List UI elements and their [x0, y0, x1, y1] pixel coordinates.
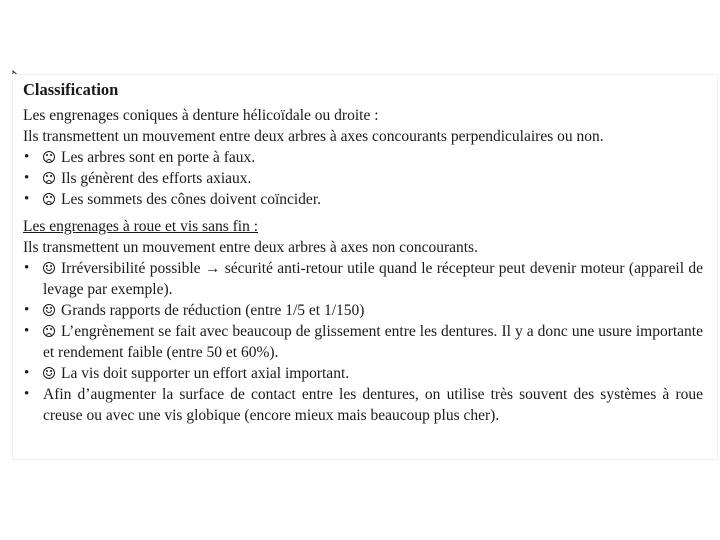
sad-face-icon: [43, 151, 55, 163]
section2-list: [23, 258, 703, 426]
sad-face-icon: [43, 325, 55, 337]
list-item: • Ils génèrent des efforts axiaux.: [43, 168, 703, 189]
list-item: • Grands rapports de réduction (entre 1/5 et 1/150): [43, 300, 703, 321]
sad-face-icon: [43, 193, 55, 205]
section1-heading: Les engrenages coniques à denture hélicoïdale ou droite :: [23, 107, 379, 124]
happy-face-icon: [43, 304, 55, 316]
list-item: • L’engrènement se fait avec beaucoup de glissement entre les dentures. Il y a donc une usure importante et rendement faible (entre 50 et 60%).: [43, 321, 703, 363]
document-panel: [12, 74, 718, 460]
list-item: • Afin d’augmenter la surface de contact entre les dentures, on utilise très souvent des systèmes à roue creuse ou avec une vis globique (encore mieux mais beaucoup plus cher).: [43, 384, 703, 426]
list-item: • Irréversibilité possible → sécurité anti-retour utile quand le récepteur peut devenir moteur (appareil de levage par exemple).: [43, 258, 703, 300]
document-content: [23, 79, 703, 426]
list-item: • La vis doit supporter un effort axial important.: [43, 363, 703, 384]
happy-face-icon: [43, 367, 55, 379]
page-title: Classification: [23, 80, 119, 99]
section2-heading: Les engrenages à roue et vis sans fin :: [23, 218, 259, 235]
section2-intro: Ils transmettent un mouvement entre deux arbres à axes non concourants.: [23, 239, 478, 256]
happy-face-icon: [43, 262, 55, 274]
list-item: • Les arbres sont en porte à faux.: [43, 147, 703, 168]
section1-list: [23, 147, 703, 210]
list-item: • Les sommets des cônes doivent coïncider.: [43, 189, 703, 210]
sad-face-icon: [43, 172, 55, 184]
section1-intro: Ils transmettent un mouvement entre deux arbres à axes concourants perpendiculaires ou non.: [23, 128, 604, 145]
